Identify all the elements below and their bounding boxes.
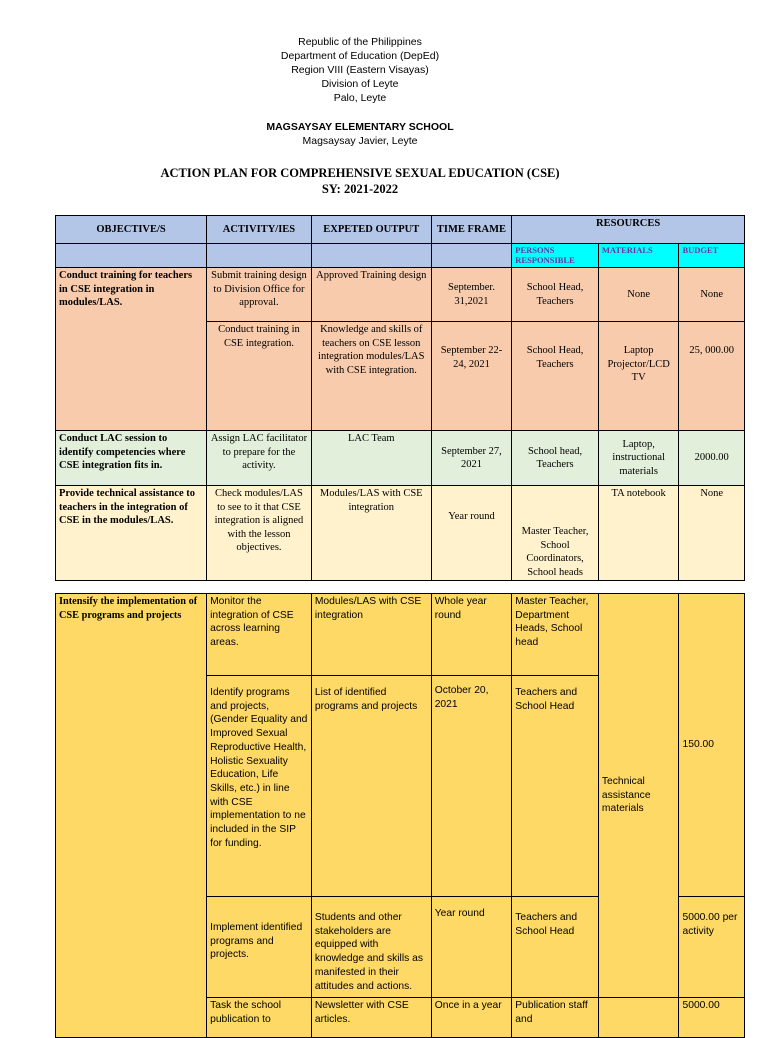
document-title: ACTION PLAN FOR COMPREHENSIVE SEXUAL EDUCATION (CSE) <box>160 166 560 180</box>
budget-cell: 5000.00 <box>679 998 745 1038</box>
budget-cell: 5000.00 per activity <box>679 897 745 998</box>
output-cell: Knowledge and skills of teachers on CSE lesson integration modules/LAS with CSE integration. <box>311 322 431 431</box>
time-cell: Year round <box>431 897 512 998</box>
materials-cell: Laptop Projector/LCD TV <box>598 322 679 431</box>
time-cell: September. 31,2021 <box>431 268 512 322</box>
header-city: Palo, Leyte <box>333 92 387 104</box>
time-cell: October 20, 2021 <box>431 676 512 897</box>
table-row <box>56 431 745 486</box>
header-department: Department of Education (DepEd) <box>280 50 440 62</box>
header-republic: Republic of the Philippines <box>298 36 422 48</box>
budget-cell: 2000.00 <box>679 431 745 486</box>
objective-cell: Provide technical assistance to teachers in the integration of CSE in the modules/LAS. <box>56 486 207 581</box>
persons-cell: School Head, Teachers <box>512 268 599 322</box>
persons-cell: Teachers and School Head <box>512 897 599 998</box>
materials-cell: Technical assistance materials <box>598 594 679 998</box>
output-cell: Approved Training design <box>311 268 431 322</box>
action-plan-table-1 <box>55 215 745 581</box>
header-region: Region VIII (Eastern Visayas) <box>291 64 429 76</box>
persons-cell: Publication staff and <box>512 998 599 1038</box>
col-output: EXPETED OUTPUT <box>311 216 431 244</box>
activity-cell: Conduct training in CSE integration. <box>207 322 312 431</box>
time-cell: Once in a year <box>431 998 512 1038</box>
col-activities: ACTIVITY/IES <box>207 216 312 244</box>
persons-cell: Master Teacher, School Coordinators, School heads <box>512 486 599 581</box>
objective-cell: Conduct LAC session to identify competencies where CSE integration fits in. <box>56 431 207 486</box>
output-cell: List of identified programs and projects <box>311 676 431 897</box>
persons-cell: Teachers and School Head <box>512 676 599 897</box>
persons-cell: School Head, Teachers <box>512 322 599 431</box>
objective-cell: Intensify the implementation of CSE programs and projects <box>56 594 207 1038</box>
activity-cell: Check modules/LAS to see to it that CSE integration is aligned with the lesson objectives. <box>207 486 312 581</box>
activity-cell: Assign LAC facilitator to prepare for the activity. <box>207 431 312 486</box>
budget-cell: 150.00 <box>679 594 745 897</box>
activity-cell: Monitor the integration of CSE across learning areas. <box>207 594 312 676</box>
table-row <box>56 594 745 676</box>
col-budget: BUDGET <box>679 244 745 268</box>
output-cell: Students and other stakeholders are equipped with knowledge and skills as manifested in their attitudes and actions. <box>311 897 431 998</box>
col-objectives: OBJECTIVE/S <box>56 216 207 244</box>
materials-cell-empty <box>598 998 679 1038</box>
budget-cell: 25, 000.00 <box>679 322 745 431</box>
persons-cell: School head, Teachers <box>512 431 599 486</box>
activity-cell: Implement identified programs and projects. <box>207 897 312 998</box>
activity-cell: Identify programs and projects, (Gender Equality and Improved Sexual Reproductive Health, Holistic Sexuality Education, Life Skills, etc.) in line with CSE implementation to ne included in the SIP for funding. <box>207 676 312 897</box>
col-time-frame: TIME FRAME <box>431 216 512 244</box>
budget-cell: None <box>679 268 745 322</box>
school-year: SY: 2021-2022 <box>321 182 399 196</box>
activity-cell: Submit training design to Division Office for approval. <box>207 268 312 322</box>
col-resources: RESOURCES <box>512 216 745 244</box>
table-row <box>56 486 745 581</box>
materials-cell: Laptop, instructional materials <box>598 431 679 486</box>
time-cell: Whole year round <box>431 594 512 676</box>
table-row <box>56 268 745 322</box>
objective-cell: Conduct training for teachers in CSE integration in modules/LAS. <box>56 268 207 431</box>
materials-cell: TA notebook <box>598 486 679 581</box>
school-name: MAGSAYSAY ELEMENTARY SCHOOL <box>266 121 454 133</box>
header-division: Division of Leyte <box>321 78 399 90</box>
output-cell: Modules/LAS with CSE integration <box>311 594 431 676</box>
school-address: Magsaysay Javier, Leyte <box>302 135 418 147</box>
action-plan-table-2 <box>55 593 745 1038</box>
time-cell: September 27, 2021 <box>431 431 512 486</box>
output-cell: LAC Team <box>311 431 431 486</box>
materials-cell: None <box>598 268 679 322</box>
activity-cell: Task the school publication to <box>207 998 312 1038</box>
col-materials: MATERIALS <box>598 244 679 268</box>
time-cell: Year round <box>431 486 512 581</box>
col-persons-responsible: PERSONS RESPONSIBLE <box>512 244 599 268</box>
budget-cell: None <box>679 486 745 581</box>
output-cell: Modules/LAS with CSE integration <box>311 486 431 581</box>
persons-cell: Master Teacher, Department Heads, School head <box>512 594 599 676</box>
time-cell: September 22-24, 2021 <box>431 322 512 431</box>
output-cell: Newsletter with CSE articles. <box>311 998 431 1038</box>
